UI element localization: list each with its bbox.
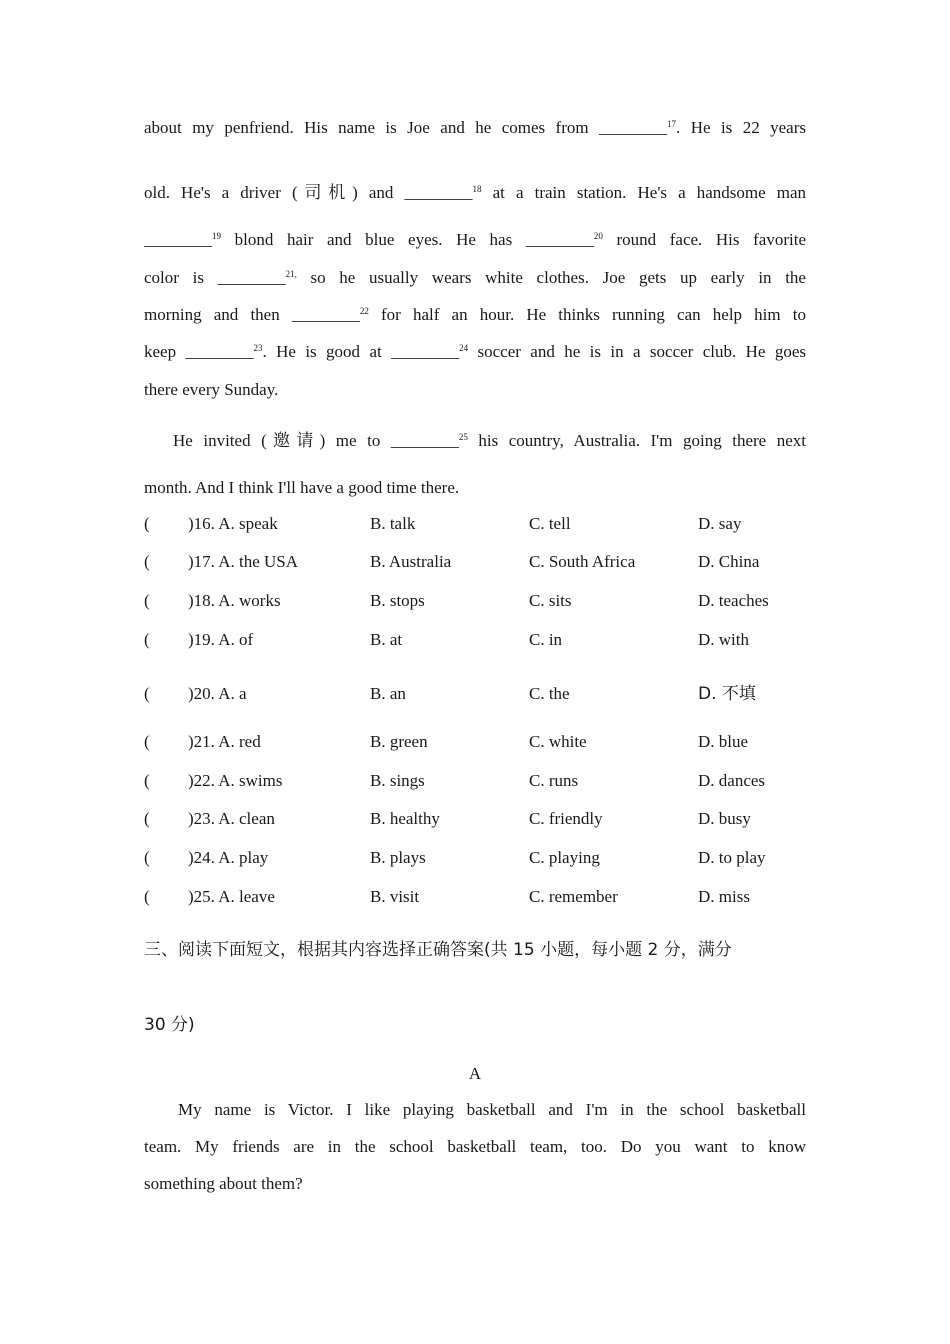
question-row: [144, 512, 806, 536]
answer-bracket: (: [144, 848, 150, 867]
option-d: D. blue: [698, 732, 749, 751]
answer-bracket: (: [144, 591, 150, 610]
option-d: D. 不填: [698, 684, 756, 704]
blank-25: ________: [390, 431, 459, 450]
option-c: C. playing: [529, 848, 600, 867]
text: for half an hour. He thinks running can help him to: [368, 305, 806, 324]
blank-24: ________: [391, 342, 460, 361]
text: He invited (: [173, 431, 267, 450]
option-a: )17. A. the USA: [188, 552, 299, 571]
blank-22: ________: [291, 305, 360, 324]
blank-number-18: 18: [472, 184, 482, 194]
question-row: [144, 589, 806, 613]
answer-bracket: (: [144, 684, 150, 703]
question-row: [144, 730, 806, 754]
blank-number-20: 20: [593, 231, 603, 241]
blank-number-21: 21,: [285, 269, 297, 279]
text: keep: [144, 342, 186, 361]
passage-line-3: [144, 228, 806, 252]
text: old. He's a driver (: [144, 183, 298, 202]
text: ) me to: [319, 431, 391, 450]
text: his country, Australia. I'm going there next: [467, 431, 807, 450]
option-a: )20. A. a: [188, 684, 247, 703]
passage-line-7: there every Sunday.: [144, 380, 279, 399]
answer-bracket: (: [144, 887, 150, 906]
answer-bracket: (: [144, 809, 150, 828]
option-b: B. stops: [370, 591, 425, 610]
option-c: C. remember: [529, 887, 618, 906]
text: blond hair and blue eyes. He has: [221, 230, 526, 249]
option-d: D. with: [698, 630, 749, 649]
blank-number-23: 23: [253, 343, 263, 353]
chinese-gloss-invite: 邀请: [266, 431, 320, 451]
blank-19: ________: [144, 230, 212, 249]
passage-line-5: [144, 303, 806, 327]
option-b: B. an: [370, 684, 406, 703]
option-c: C. white: [529, 732, 587, 751]
option-c: C. friendly: [529, 809, 603, 828]
text: round face. His favorite: [602, 230, 806, 249]
option-c: C. in: [529, 630, 563, 649]
option-b: B. green: [370, 732, 428, 751]
passage-line-1: [144, 116, 806, 140]
question-row: [144, 550, 806, 574]
option-b: B. at: [370, 630, 403, 649]
blank-number-19: 19: [212, 231, 221, 241]
passage-line-9: month. And I think I'll have a good time there.: [144, 478, 460, 497]
blank-17: ________: [599, 118, 668, 137]
option-d: D. busy: [698, 809, 751, 828]
answer-bracket: (: [144, 630, 150, 649]
passage-a-line-2: team. My friends are in the school basketball team, too. Do you want to know: [144, 1137, 806, 1156]
option-a: )16. A. speak: [188, 514, 278, 533]
text: ) and: [352, 183, 405, 202]
passage-line-8: [173, 429, 806, 453]
option-b: B. visit: [370, 887, 420, 906]
option-d: D. say: [698, 514, 742, 533]
option-c: C. runs: [529, 771, 579, 790]
section-title-continued: 30 分): [144, 1015, 195, 1035]
option-b: B. talk: [370, 514, 416, 533]
option-c: C. the: [529, 684, 570, 703]
text: at a train station. He's a handsome man: [481, 183, 807, 202]
passage-heading: A: [468, 1064, 482, 1083]
passage-a-line-1: My name is Victor. I like playing basketball and I'm in the school basketball: [178, 1100, 806, 1119]
option-d: D. to play: [698, 848, 766, 867]
option-c: C. sits: [529, 591, 572, 610]
option-a: )23. A. clean: [188, 809, 275, 828]
text: so he usually wears white clothes. Joe gets up early in the: [296, 268, 806, 287]
answer-bracket: (: [144, 732, 150, 751]
text: about my penfriend. His name is Joe and he comes from: [144, 118, 600, 137]
question-row: [144, 807, 806, 831]
blank-20: ________: [525, 230, 594, 249]
option-d: D. China: [698, 552, 760, 571]
question-row: [144, 682, 806, 706]
option-a: )18. A. works: [188, 591, 281, 610]
option-d: D. dances: [698, 771, 766, 790]
passage-line-6: [144, 340, 806, 364]
answer-bracket: (: [144, 771, 150, 790]
option-c: C. South Africa: [529, 552, 636, 571]
text: morning and then: [144, 305, 292, 324]
blank-number-22: 22: [359, 306, 369, 316]
option-b: B. sings: [370, 771, 425, 790]
blank-21: ________: [217, 268, 286, 287]
blank-number-25: 25: [458, 432, 468, 442]
option-a: )19. A. of: [188, 630, 254, 649]
option-a: )24. A. play: [188, 848, 269, 867]
question-row: [144, 885, 806, 909]
passage-line-4: [144, 266, 806, 290]
option-a: )22. A. swims: [188, 771, 283, 790]
blank-number-24: 24: [459, 343, 469, 353]
passage-a-line-3: something about them?: [144, 1174, 303, 1193]
option-c: C. tell: [529, 514, 571, 533]
option-d: D. teaches: [698, 591, 769, 610]
blank-18: ________: [404, 183, 473, 202]
passage-line-2: [144, 181, 806, 205]
text: . He is 22 years: [676, 118, 807, 137]
question-row: [144, 846, 806, 870]
option-b: B. Australia: [370, 552, 452, 571]
answer-bracket: (: [144, 552, 150, 571]
question-row: [144, 769, 806, 793]
section-title: 三、阅读下面短文，根据其内容选择正确答案(共 15 小题，每小题 2 分，满分: [144, 940, 732, 960]
option-b: B. healthy: [370, 809, 440, 828]
text: soccer and he is in a soccer club. He goes: [468, 342, 807, 361]
blank-23: ________: [185, 342, 254, 361]
text: color is: [144, 268, 218, 287]
answer-bracket: (: [144, 514, 150, 533]
option-d: D. miss: [698, 887, 750, 906]
chinese-gloss-driver: 司机: [297, 183, 353, 203]
option-b: B. plays: [370, 848, 426, 867]
option-a: )25. A. leave: [188, 887, 275, 906]
question-row: [144, 628, 806, 652]
text: . He is good at: [262, 342, 392, 361]
option-a: )21. A. red: [188, 732, 261, 751]
blank-number-17: 17: [667, 119, 677, 129]
